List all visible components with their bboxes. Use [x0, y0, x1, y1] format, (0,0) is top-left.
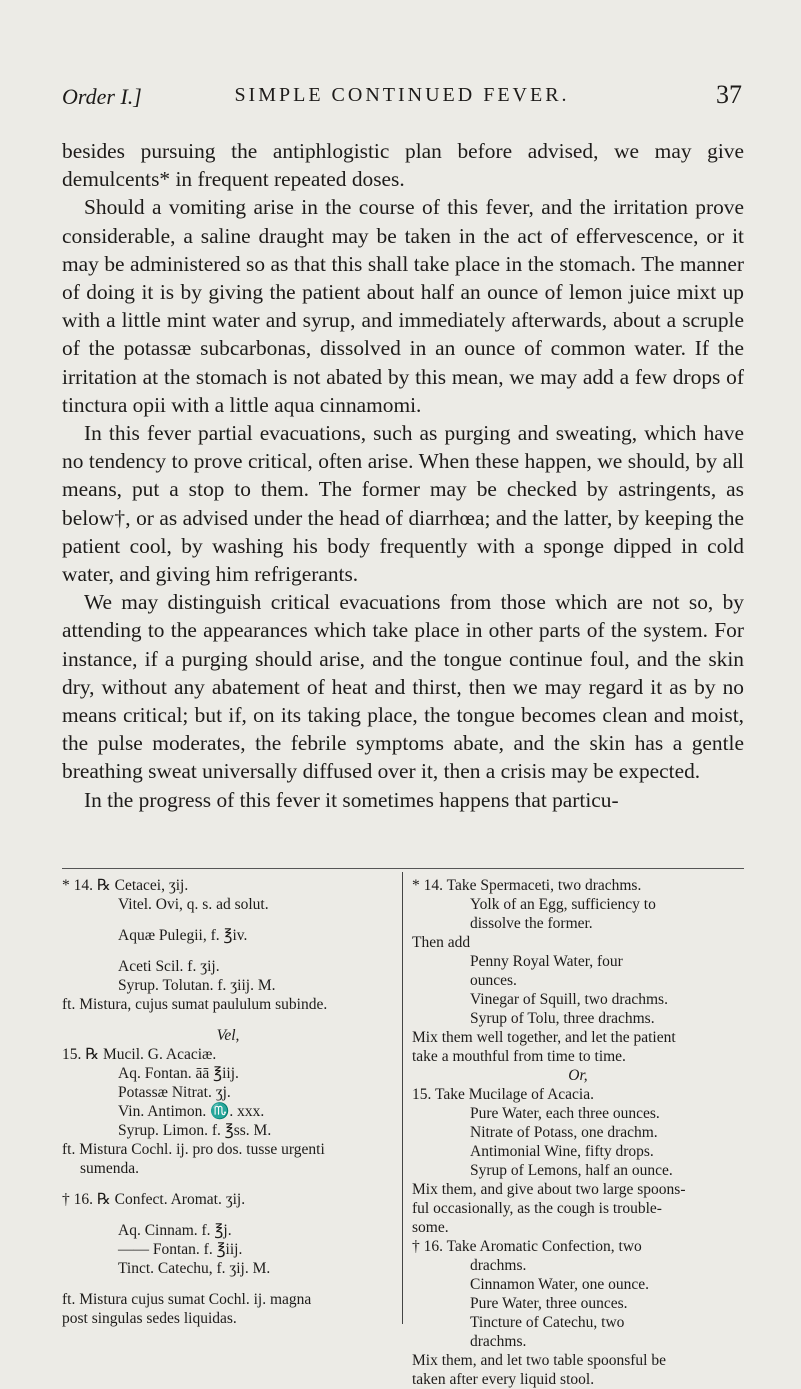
prescription-line: post singulas sedes liquidas.	[62, 1310, 237, 1327]
paragraph: besides pursuing the antiphlogistic plan before advised, we may give demulcents* in frequent repeated doses.	[62, 139, 744, 192]
translation-line: 15. Take Mucilage of Acacia.	[412, 1086, 594, 1103]
prescription-line: Tinct. Catechu, f. ʒij. M.	[118, 1260, 271, 1277]
translation-line: Mix them, and let two table spoonsful be	[412, 1352, 666, 1369]
footnotes-english	[412, 876, 744, 1389]
prescription-line: ft. Mistura, cujus sumat paululum subinde.	[62, 996, 328, 1013]
translation-line: Pure Water, each three ounces.	[470, 1105, 660, 1122]
translation-line: take a mouthful from time to time.	[412, 1048, 626, 1065]
translation-line: ful occasionally, as the cough is trouble-	[412, 1200, 662, 1217]
prescription-line: Syrup. Tolutan. f. ʒiij. M.	[118, 977, 276, 994]
alternative-label: Or,	[568, 1067, 588, 1084]
main-text	[62, 137, 744, 814]
prescription-line: Aceti Scil. f. ʒij.	[118, 958, 220, 975]
page-header	[62, 80, 742, 120]
translation-line: Nitrate of Potass, one drachm.	[470, 1124, 658, 1141]
prescription-line: * 14. ℞ Cetacei, ʒij.	[62, 877, 189, 894]
prescription-line: Potassæ Nitrat. ʒj.	[118, 1084, 231, 1101]
translation-line: Tincture of Catechu, two	[470, 1314, 625, 1331]
prescription-line: —— Fontan. f. ℥iij.	[118, 1241, 243, 1258]
translation-line: some.	[412, 1219, 449, 1236]
running-head-left: Order I.]	[62, 84, 142, 109]
prescription-line: sumenda.	[80, 1160, 139, 1177]
translation-line: Antimonial Wine, fifty drops.	[470, 1143, 654, 1160]
footnotes-latin	[62, 876, 394, 1328]
prescription-line: 15. ℞ Mucil. G. Acaciæ.	[62, 1046, 217, 1063]
translation-line: Mix them well together, and let the patient	[412, 1029, 676, 1046]
paragraph: We may distinguish critical evacuations from those which are not so, by attending to the appearances which take place in other parts of the system. For instance, if a purging should arise, and the tongue continue foul, and the skin dry, without any abatement of heat and thirst, then we may regard it as by no means critical; but if, on its taking place, the tongue becomes clean and moist, the pulse moderates, the febrile symptoms abate, and the skin has a gentle breathing sweat universally diffused over it, then a crisis may be expected.	[62, 590, 744, 784]
prescription-line: ft. Mistura Cochl. ij. pro dos. tusse urgenti	[62, 1141, 325, 1158]
translation-line: * 14. Take Spermaceti, two drachms.	[412, 877, 642, 894]
running-title: SIMPLE CONTINUED FEVER.	[234, 84, 570, 106]
paragraph: In this fever partial evacuations, such as purging and sweating, which have no tendency to prove critical, often arise. When these happen, we should, by all means, put a stop to them. The former may be checked by astringents, as below†, or as advised under the head of diarrhœa; and the latter, by keeping the patient cool, by washing his body frequently with a sponge dipped in cold water, and giving him refrigerants.	[62, 421, 744, 587]
prescription-line: Syrup. Limon. f. ℥ss. M.	[118, 1122, 272, 1139]
column-divider	[402, 872, 403, 1324]
translation-line: Vinegar of Squill, two drachms.	[470, 991, 668, 1008]
prescription-line: Aq. Fontan. āā ℥iij.	[118, 1065, 239, 1082]
page-number: 37	[716, 80, 742, 109]
prescription-line: † 16. ℞ Confect. Aromat. ʒij.	[62, 1191, 246, 1208]
translation-line: dissolve the former.	[470, 915, 593, 932]
paragraph: In the progress of this fever it sometimes happens that particu-	[84, 787, 619, 812]
translation-line: Syrup of Lemons, half an ounce.	[470, 1162, 673, 1179]
translation-line: Penny Royal Water, four	[470, 953, 623, 970]
translation-line: Syrup of Tolu, three drachms.	[470, 1010, 655, 1027]
prescription-line: Vitel. Ovi, q. s. ad solut.	[118, 896, 269, 913]
translation-line: drachms.	[470, 1333, 527, 1350]
prescription-line: ft. Mistura cujus sumat Cochl. ij. magna	[62, 1291, 312, 1308]
footnote-rule	[62, 868, 744, 869]
translation-line: Mix them, and give about two large spoons-	[412, 1181, 686, 1198]
alternative-label: Vel,	[216, 1027, 240, 1044]
translation-line: † 16. Take Aromatic Confection, two	[412, 1238, 642, 1255]
translation-line: Then add	[412, 934, 471, 951]
translation-line: Cinnamon Water, one ounce.	[470, 1276, 650, 1293]
translation-line: ounces.	[470, 972, 517, 989]
paragraph: Should a vomiting arise in the course of this fever, and the irritation prove considerable, a saline draught may be taken in the act of effervescence, or it may be administered so as that this shall take place in the stomach. The manner of doing it is by giving the patient about half an ounce of lemon juice mixt up with a little mint water and syrup, and immediately afterwards, about a scruple of the potassæ subcarbonas, dissolved in an ounce of common water. If the irritation at the stomach is not abated by this mean, we may add a few drops of tinctura opii with a little aqua cinnamomi.	[62, 195, 744, 417]
translation-line: drachms.	[470, 1257, 527, 1274]
prescription-line: Aq. Cinnam. f. ℥j.	[118, 1222, 232, 1239]
prescription-line: Aquæ Pulegii, f. ℥iv.	[118, 927, 248, 944]
translation-line: Yolk of an Egg, sufficiency to	[470, 896, 656, 913]
translation-line: Pure Water, three ounces.	[470, 1295, 628, 1312]
prescription-line: Vin. Antimon. ♏. xxx.	[118, 1103, 265, 1120]
translation-line: taken after every liquid stool.	[412, 1371, 595, 1388]
